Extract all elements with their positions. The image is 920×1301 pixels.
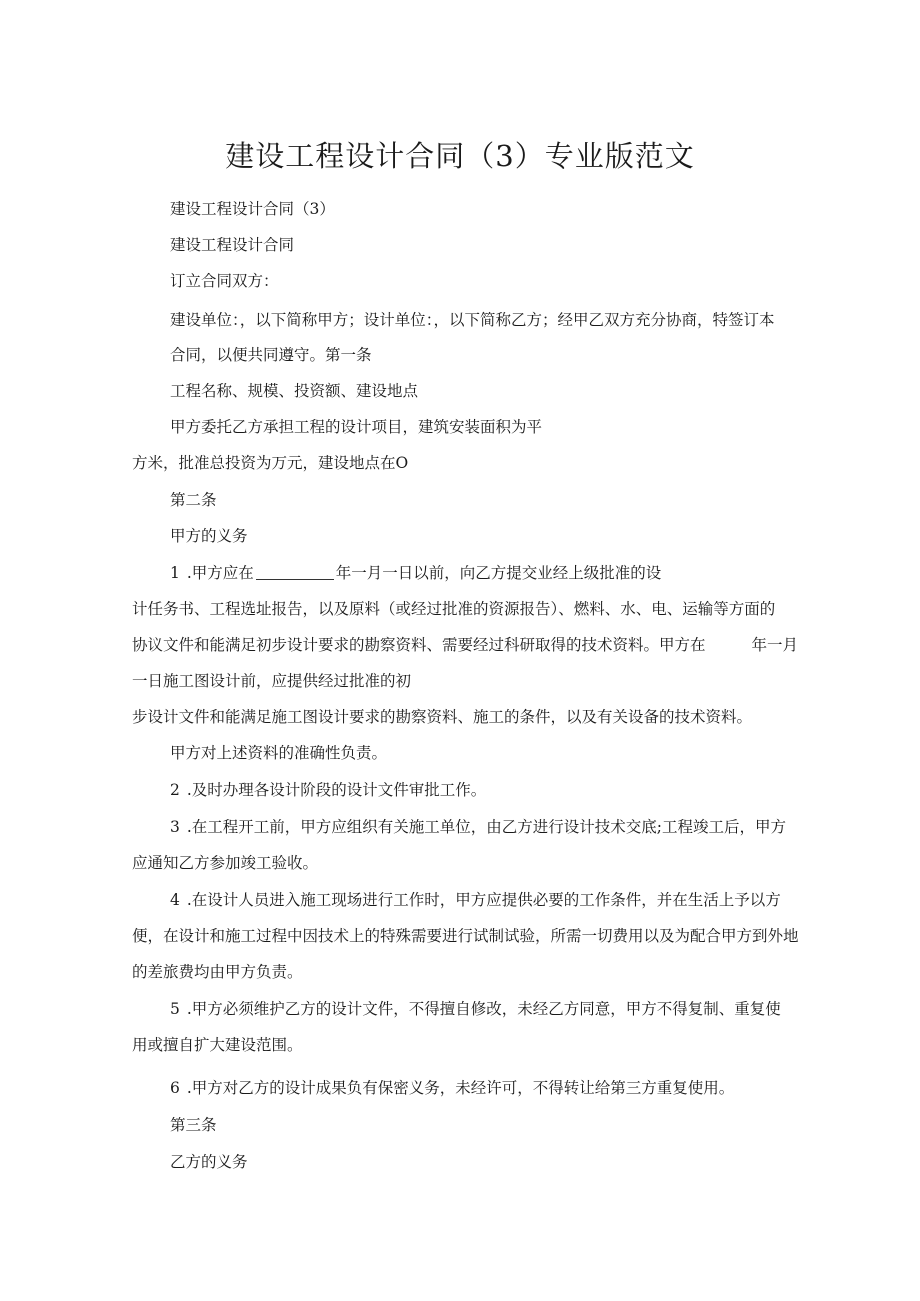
paragraph-line: 计任务书、工程选址报告，以及原料（或经过批准的资源报告）、燃料、水、电、运输等方面的 (132, 600, 776, 618)
paragraph-line: 方米，批准总投资为万元，建设地点在O (132, 454, 409, 472)
clause-text: .及时办理各设计阶段的设计文件审批工作。 (186, 781, 487, 799)
clause-text: .甲方对乙方的设计成果负有保密义务，未经许可，不得转让给第三方重复使用。 (186, 1079, 735, 1097)
paragraph-line: 甲方委托乙方承担工程的设计项目，建筑安装面积为平 (170, 418, 543, 436)
clause-3-line (170, 816, 786, 838)
clause-text: .在工程开工前，甲方应组织有关施工单位，由乙方进行设计技术交底;工程竣工后，甲方 (186, 818, 786, 836)
paragraph-line (132, 634, 798, 656)
paragraph-line: 应通知乙方参加竣工验收。 (132, 854, 319, 872)
paragraph-line: 建设单位：，以下简称甲方；设计单位：，以下简称乙方；经甲乙双方充分协商，特签订本 (170, 311, 775, 329)
paragraph-line: 步设计文件和能满足施工图设计要求的勘察资料、施工的条件，以及有关设备的技术资料。 (132, 708, 753, 726)
clause-4-line (170, 889, 781, 911)
paragraph-line: 合同，以便共同遵守。第一条 (170, 346, 372, 364)
paragraph-line: 便，在设计和施工过程中因技术上的特殊需要进行试制试验，所需一切费用以及为配合甲方到外地 (132, 927, 799, 945)
paragraph-line: 工程名称、规模、投资额、建设地点 (170, 382, 419, 400)
blank-field (256, 564, 334, 580)
section-heading: 第三条 (170, 1116, 217, 1134)
clause-text: .甲方必须维护乙方的设计文件，不得擅自修改，未经乙方同意，甲方不得复制、重复使 (186, 1000, 781, 1018)
clause-number: 5 (170, 1000, 180, 1018)
clause-text: .在设计人员进入施工现场进行工作时，甲方应提供必要的工作条件，并在生活上予以方 (186, 891, 781, 909)
section-subheading: 甲方的义务 (170, 527, 248, 545)
paragraph-line: 甲方对上述资料的准确性负责。 (170, 744, 388, 762)
clause-6-line (170, 1077, 734, 1099)
paragraph-line: 一日施工图设计前，应提供经过批准的初 (132, 672, 412, 690)
clause-text: 年一月一日以前，向乙方提交业经上级批准的设 (335, 564, 662, 582)
paragraph-line: 用或擅自扩大建设范围。 (132, 1036, 303, 1054)
clause-1-line (170, 562, 661, 584)
clause-5-line (170, 998, 781, 1020)
paragraph-line: 建设工程设计合同（3） (170, 200, 335, 218)
clause-number: 2 (170, 781, 180, 799)
paragraph-line: 订立合同双方： (170, 272, 279, 290)
clause-number: 4 (170, 891, 180, 909)
paragraph-line: 建设工程设计合同 (170, 236, 295, 254)
clause-text: .甲方应在 (186, 564, 254, 582)
clause-number: 3 (170, 818, 180, 836)
paragraph-line: 的差旅费均由甲方负责。 (132, 963, 303, 981)
clause-text: 协议文件和能满足初步设计要求的勘察资料、需要经过科研取得的技术资料。甲方在 (132, 636, 706, 654)
section-heading: 第二条 (170, 491, 217, 509)
clause-text: 年一月 (751, 636, 799, 654)
section-subheading: 乙方的义务 (170, 1153, 248, 1171)
clause-2-line (170, 779, 486, 801)
document-title: 建设工程设计合同（3）专业版范文 (225, 139, 695, 173)
clause-number: 1 (170, 564, 180, 582)
clause-number: 6 (170, 1079, 180, 1097)
